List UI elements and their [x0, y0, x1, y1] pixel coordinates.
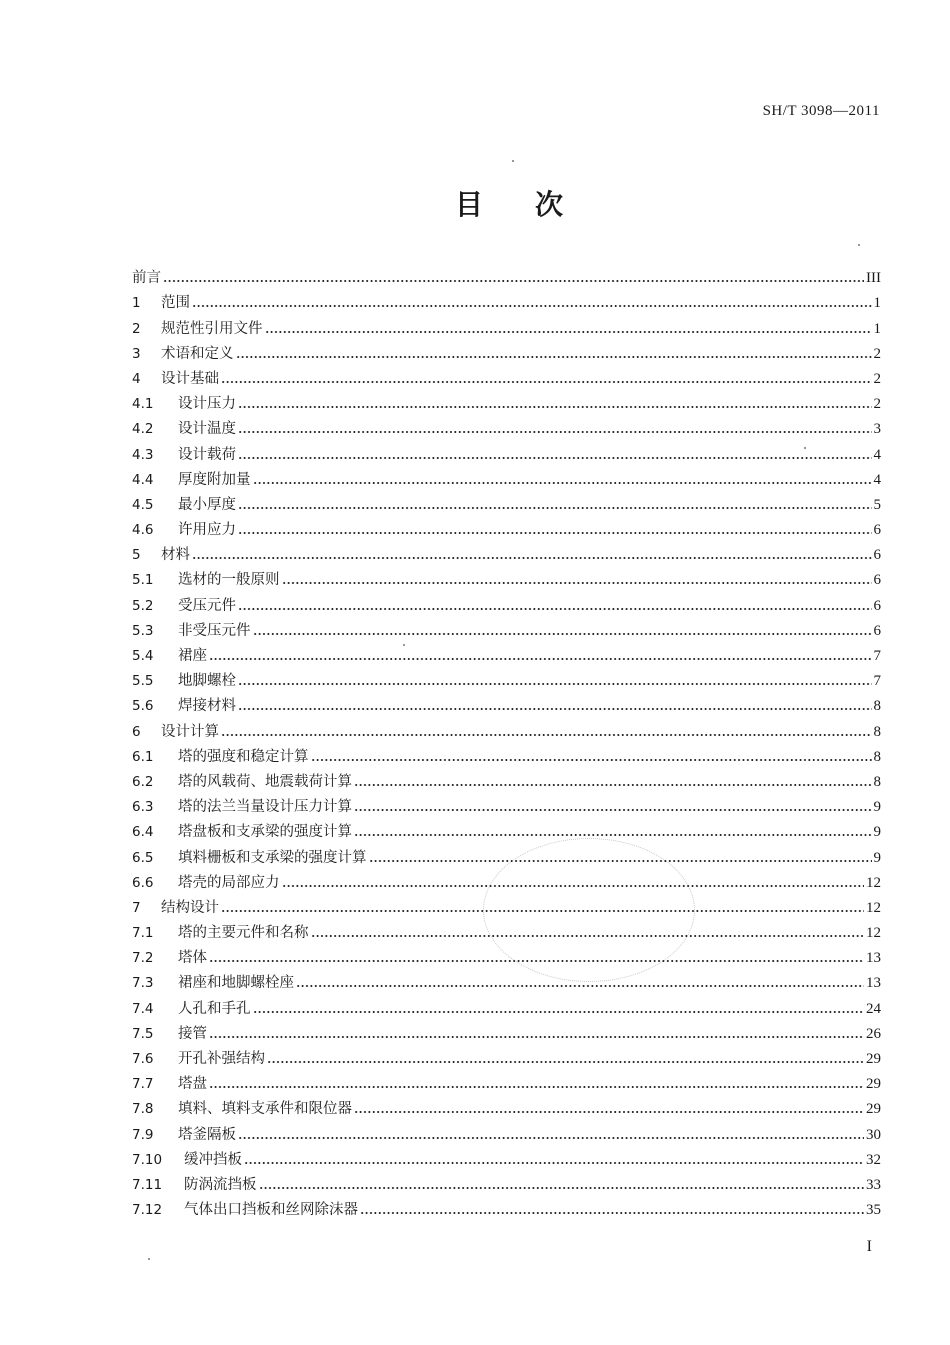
toc-entry-number: 5: [132, 547, 141, 564]
toc-entry-title: 塔的主要元件和名称: [178, 925, 309, 942]
dot-leader: [354, 808, 872, 812]
dot-leader: [253, 632, 872, 636]
toc-entry-page: 4: [873, 446, 881, 463]
toc-entry-page: 9: [873, 849, 881, 866]
scan-speck: [804, 447, 806, 449]
dot-leader: [238, 430, 872, 434]
toc-entry-number: 5.3: [132, 622, 154, 639]
toc-entry[interactable]: [132, 438, 881, 463]
toc-entry-page: 29: [866, 1101, 881, 1118]
dot-leader: [238, 405, 872, 409]
toc-entry-number: 6.2: [132, 773, 154, 790]
scan-speck: [403, 644, 405, 646]
toc-entry-number: 7.5: [132, 1025, 154, 1042]
toc-entry-page: 12: [866, 925, 881, 942]
toc-entry-number: 4: [132, 370, 141, 387]
dot-leader: [238, 456, 872, 460]
toc-entry-title: 塔的法兰当量设计压力计算: [178, 799, 352, 816]
dot-leader: [369, 859, 872, 863]
toc-entry-title: 术语和定义: [161, 345, 234, 362]
toc-entry-number: 7.9: [132, 1126, 154, 1143]
toc-entry-title: 裙座: [178, 648, 207, 664]
dot-leader: [209, 959, 864, 963]
toc-entry-title: 设计基础: [161, 370, 219, 387]
table-of-contents: [132, 262, 881, 1219]
toc-entry[interactable]: [132, 942, 881, 967]
standard-code: SH/T 3098—2011: [762, 103, 880, 119]
toc-entry-page: 9: [873, 824, 881, 841]
toc-entry-page: 3: [873, 421, 881, 438]
toc-entry[interactable]: [132, 1169, 881, 1194]
dot-leader: [221, 909, 864, 913]
toc-entry-title: 厚度附加量: [178, 471, 251, 488]
dot-leader: [238, 1136, 864, 1140]
dot-leader: [238, 682, 872, 686]
toc-entry-number: 5.5: [132, 673, 154, 690]
dot-leader: [209, 1085, 864, 1089]
toc-entry-page: 12: [866, 874, 881, 891]
toc-entry-page: 2: [873, 396, 881, 413]
dot-leader: [253, 481, 872, 485]
toc-entry-title: 防涡流挡板: [184, 1176, 257, 1193]
toc-entry-page: 7: [873, 648, 881, 664]
toc-entry-title: 塔体: [178, 950, 207, 967]
toc-entry-page: 8: [873, 723, 881, 740]
toc-entry-page: 8: [873, 698, 881, 715]
toc-entry-title: 接管: [178, 1025, 207, 1042]
toc-entry-number: 7.8: [132, 1101, 154, 1118]
toc-entry[interactable]: [132, 665, 881, 690]
toc-entry-page: 6: [873, 622, 881, 639]
toc-entry-number: 7.1: [132, 925, 154, 942]
toc-entry[interactable]: [132, 1068, 881, 1093]
scan-speck: [512, 160, 514, 162]
toc-entry-number: 5.1: [132, 572, 154, 589]
dot-leader: [209, 1035, 864, 1039]
toc-entry[interactable]: [132, 363, 881, 388]
toc-entry-title: 结构设计: [161, 899, 219, 916]
toc-entry-title: 塔的强度和稳定计算: [178, 748, 309, 765]
toc-entry[interactable]: [132, 1043, 881, 1068]
toc-entry-number: 5.6: [132, 698, 154, 715]
toc-entry-title: 塔的风载荷、地震载荷计算: [178, 773, 352, 790]
toc-entry[interactable]: [132, 741, 881, 766]
dot-leader: [163, 279, 864, 283]
dot-leader: [354, 1110, 864, 1114]
toc-entry[interactable]: [132, 841, 881, 866]
toc-entry[interactable]: [132, 766, 881, 791]
toc-entry-title: 裙座和地脚螺栓座: [178, 975, 294, 992]
title-char-2: 次: [535, 188, 564, 221]
dot-leader: [259, 1186, 865, 1190]
toc-entry-number: 7.3: [132, 975, 154, 992]
toc-entry-title: 范围: [161, 295, 190, 312]
toc-entry-number: 6.1: [132, 748, 154, 765]
toc-entry-number: 7.12: [132, 1202, 163, 1219]
toc-entry-page: 33: [866, 1176, 881, 1193]
toc-entry-title: 塔盘板和支承梁的强度计算: [178, 824, 352, 841]
toc-entry[interactable]: [132, 464, 881, 489]
toc-entry-page: 2: [873, 370, 881, 387]
toc-entry[interactable]: [132, 413, 881, 438]
toc-entry-page: 13: [866, 950, 881, 967]
toc-entry-number: 4.2: [132, 421, 154, 438]
toc-entry-page: 29: [866, 1051, 881, 1067]
toc-entry-page: 8: [873, 748, 881, 765]
toc-entry-number: 5.2: [132, 597, 154, 614]
toc-entry-number: 4.1: [132, 396, 154, 413]
toc-entry-title: 塔壳的局部应力: [178, 874, 280, 891]
toc-entry-number: 4.3: [132, 446, 154, 463]
toc-entry-page: 6: [873, 572, 881, 589]
toc-entry-title: 人孔和手孔: [178, 1000, 251, 1017]
toc-entry[interactable]: [132, 715, 881, 740]
dot-leader: [238, 531, 872, 535]
toc-entry-number: 4.6: [132, 522, 154, 539]
toc-entry[interactable]: [132, 489, 881, 514]
toc-entry[interactable]: [132, 867, 881, 892]
toc-entry-title: 非受压元件: [178, 622, 251, 639]
toc-entry[interactable]: [132, 791, 881, 816]
toc-entry[interactable]: [132, 892, 881, 917]
toc-entry-title: 设计载荷: [178, 446, 236, 463]
toc-entry-page: 9: [873, 799, 881, 816]
dot-leader: [192, 556, 872, 560]
dot-leader: [354, 783, 872, 787]
toc-entry-title: 选材的一般原则: [178, 572, 280, 589]
dot-leader: [236, 355, 872, 359]
dot-leader: [238, 707, 872, 711]
toc-entry-title: 许用应力: [178, 522, 236, 539]
toc-entry-page: 35: [866, 1202, 881, 1219]
dot-leader: [253, 1010, 865, 1014]
toc-entry[interactable]: [132, 917, 881, 942]
toc-entry-number: 6.5: [132, 849, 154, 866]
toc-entry-number: 7.6: [132, 1051, 154, 1067]
toc-entry[interactable]: [132, 388, 881, 413]
toc-entry-page: 7: [873, 673, 881, 690]
toc-entry-number: 6.4: [132, 824, 154, 841]
toc-entry[interactable]: [132, 514, 881, 539]
dot-leader: [354, 833, 872, 837]
toc-entry-page: 6: [873, 547, 881, 564]
toc-entry[interactable]: [132, 287, 881, 312]
dot-leader: [311, 758, 872, 762]
toc-entry-title: 开孔补强结构: [178, 1051, 265, 1067]
toc-entry[interactable]: [132, 589, 881, 614]
dot-leader: [221, 733, 872, 737]
toc-entry-number: 4.5: [132, 496, 154, 513]
toc-entry[interactable]: [132, 967, 881, 992]
toc-entry-title: 设计压力: [178, 396, 236, 413]
toc-entry-page: 32: [866, 1151, 881, 1168]
dot-leader: [238, 506, 872, 510]
toc-entry-number: 7: [132, 899, 141, 916]
toc-entry[interactable]: [132, 564, 881, 589]
toc-entry-title: 地脚螺栓: [178, 673, 236, 690]
dot-leader: [311, 934, 865, 938]
toc-entry-page: 30: [866, 1126, 881, 1143]
toc-entry-title: 设计温度: [178, 421, 236, 438]
toc-entry-number: 6.3: [132, 799, 154, 816]
toc-entry-number: 6.6: [132, 874, 154, 891]
toc-entry-number: 2: [132, 320, 141, 337]
toc-entry-title: 填料栅板和支承梁的强度计算: [178, 849, 367, 866]
toc-entry-title: 前言: [132, 270, 161, 287]
toc-entry-number: 1: [132, 295, 141, 312]
dot-leader: [209, 657, 872, 661]
toc-entry[interactable]: [132, 640, 881, 665]
toc-entry-page: 12: [866, 899, 881, 916]
toc-entry[interactable]: [132, 262, 881, 287]
dot-leader: [282, 581, 872, 585]
toc-entry-title: 最小厚度: [178, 496, 236, 513]
dot-leader: [244, 1161, 864, 1165]
dot-leader: [238, 607, 872, 611]
title-char-1: 目: [454, 188, 483, 221]
toc-entry-number: 6: [132, 723, 141, 740]
toc-entry[interactable]: [132, 1093, 881, 1118]
toc-entry[interactable]: [132, 539, 881, 564]
toc-entry-number: 5.4: [132, 648, 154, 664]
toc-entry-title: 塔盘: [178, 1076, 207, 1093]
dot-leader: [265, 330, 872, 334]
toc-entry-page: 8: [873, 773, 881, 790]
toc-entry-page: 29: [866, 1076, 881, 1093]
toc-entry-page: 1: [873, 320, 881, 337]
toc-entry-title: 材料: [161, 547, 190, 564]
toc-entry-title: 气体出口挡板和丝网除沫器: [184, 1202, 358, 1219]
toc-entry-page: 6: [873, 597, 881, 614]
toc-entry-page: 4: [873, 471, 881, 488]
toc-entry-number: 7.4: [132, 1000, 154, 1017]
dot-leader: [267, 1060, 864, 1064]
scan-speck: [148, 1258, 150, 1260]
toc-entry-page: 24: [866, 1000, 881, 1017]
page-folio: I: [866, 1238, 872, 1255]
toc-entry[interactable]: [132, 615, 881, 640]
toc-entry-page: 13: [866, 975, 881, 992]
toc-entry-title: 受压元件: [178, 597, 236, 614]
dot-leader: [192, 304, 872, 308]
toc-entry[interactable]: [132, 1118, 881, 1143]
toc-entry-page: 26: [866, 1025, 881, 1042]
dot-leader: [282, 884, 865, 888]
toc-entry[interactable]: [132, 992, 881, 1017]
toc-entry[interactable]: [132, 1194, 881, 1219]
toc-entry-title: 设计计算: [161, 723, 219, 740]
toc-entry-number: 7.7: [132, 1076, 154, 1093]
toc-entry-number: 7.2: [132, 950, 154, 967]
toc-entry-page: 6: [873, 522, 881, 539]
toc-entry[interactable]: [132, 816, 881, 841]
toc-entry[interactable]: [132, 1144, 881, 1169]
toc-entry-page: 2: [873, 345, 881, 362]
toc-entry-page: 5: [873, 496, 881, 513]
toc-entry-number: 7.10: [132, 1151, 163, 1168]
toc-entry-page: III: [866, 270, 881, 287]
toc-entry-page: 1: [873, 295, 881, 312]
scan-speck: [858, 244, 860, 246]
toc-entry-number: 3: [132, 345, 141, 362]
toc-entry-title: 焊接材料: [178, 698, 236, 715]
dot-leader: [296, 984, 864, 988]
dot-leader: [221, 380, 872, 384]
toc-entry[interactable]: [132, 1018, 881, 1043]
toc-entry-title: 塔釜隔板: [178, 1126, 236, 1143]
toc-entry-title: 规范性引用文件: [161, 320, 263, 337]
toc-entry-title: 填料、填料支承件和限位器: [178, 1101, 352, 1118]
toc-entry[interactable]: [132, 312, 881, 337]
toc-entry-number: 7.11: [132, 1176, 163, 1193]
toc-entry-title: 缓冲挡板: [184, 1151, 242, 1168]
toc-entry[interactable]: [132, 690, 881, 715]
toc-entry[interactable]: [132, 338, 881, 363]
page-title: [0, 183, 950, 223]
toc-entry-number: 4.4: [132, 471, 154, 488]
dot-leader: [360, 1211, 864, 1215]
